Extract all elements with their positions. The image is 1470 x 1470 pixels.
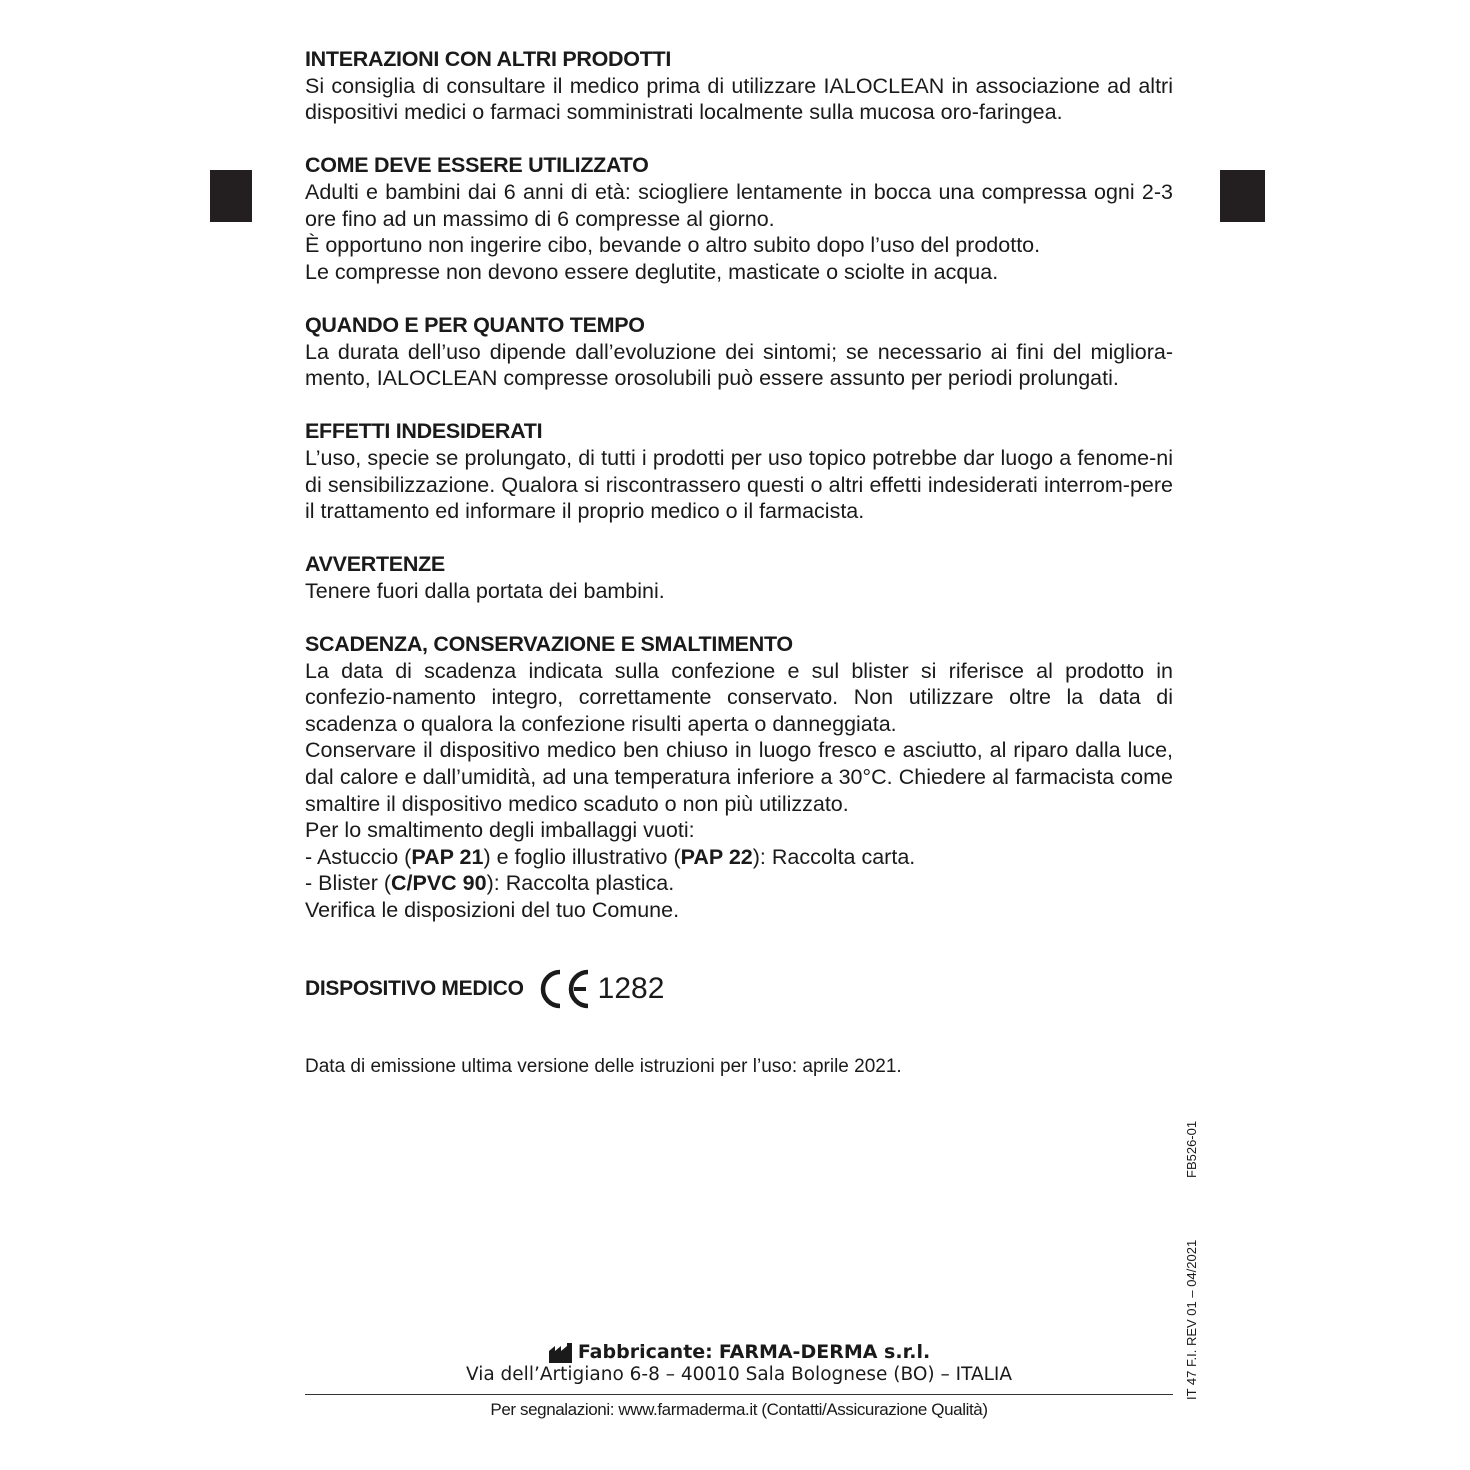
registration-mark-right — [1220, 170, 1265, 222]
section-interactions — [305, 46, 1173, 126]
manufacturer-label: Fabbricante: — [577, 1341, 713, 1363]
section-paragraph: Adulti e bambini dai 6 anni di età: sciogliere lentamente in bocca una compressa ogni 2-3 ore fino ad un massimo di 6 compresse al giorno. — [305, 179, 1173, 231]
disposal-code: PAP 22 — [680, 844, 753, 869]
section-title: SCADENZA, CONSERVAZIONE E SMALTIMENTO — [305, 632, 793, 657]
disposal-code: C/PVC 90 — [391, 871, 487, 896]
report-contact: Per segnalazioni: www.farmaderma.it (Contatti/Assicurazione Qualità) — [490, 1400, 988, 1419]
manufacturer-address: Via dell’Artigiano 6-8 – 40010 Sala Bolognese (BO) – ITALIA — [465, 1364, 1013, 1385]
section-paragraph: La durata dell’uso dipende dall’evoluzione dei sintomi; se necessario ai fini del migliora-mento, IALOCLEAN compresse orosolubili può essere assunto per periodi prolungati. — [305, 339, 1173, 391]
issue-date: Data di emissione ultima versione delle istruzioni per l’uso: aprile 2021. — [305, 1056, 902, 1077]
section-paragraph: È opportuno non ingerire cibo, bevande o altro subito dopo l’uso del prodotto. — [305, 233, 1041, 258]
section-paragraph: Per lo smaltimento degli imballaggi vuoti: — [305, 818, 695, 843]
ce-mark-icon — [538, 969, 592, 1009]
section-paragraph: Conservare il dispositivo medico ben chiuso in luogo fresco e asciutto, al riparo dalla luce, dal calore e dall’umidità, ad una temperatura inferiore a 30°C. Chiedere al farmacista come smaltire il dispositivo medico scaduto o non più utilizzato. — [305, 738, 1173, 816]
manufacturer-block — [305, 1340, 1173, 1386]
section-expiry-storage — [305, 631, 1173, 924]
disposal-note: Verifica le disposizioni del tuo Comune. — [305, 898, 680, 922]
medical-device-mark — [305, 966, 664, 1012]
section-duration — [305, 312, 1173, 392]
disposal-line-paper: - Astuccio (PAP 21) e foglio illustrativo (PAP 22): Raccolta carta. — [305, 844, 916, 869]
section-usage — [305, 152, 1173, 285]
section-paragraph: Tenere fuori dalla portata dei bambini. — [305, 578, 665, 603]
disposal-line-plastic: - Blister (C/PVC 90): Raccolta plastica. — [305, 871, 675, 896]
section-title: EFFETTI INDESIDERATI — [305, 419, 543, 444]
factory-icon — [548, 1342, 574, 1364]
registration-mark-left — [210, 170, 252, 222]
device-label: DISPOSITIVO MEDICO — [305, 977, 524, 1000]
document-code: FB526-01 — [1184, 1120, 1199, 1178]
section-title: QUANDO E PER QUANTO TEMPO — [305, 312, 645, 337]
section-warnings — [305, 551, 1173, 604]
section-paragraph: La data di scadenza indicata sulla confezione e sul blister si riferisce al prodotto in confezio-namento integro, correttamente conservato. Non utilizzare oltre la data di scadenza o qualora la confezione risulti aperta o danneggiata. — [305, 658, 1173, 736]
revision-code: IT 47 F.I. REV 01 – 04/2021 — [1184, 1239, 1199, 1400]
section-paragraph: L’uso, specie se prolungato, di tutti i prodotti per uso topico potrebbe dar luogo a fenome-ni di sensibilizzazione. Qualora si riscontrassero questi o altri effetti indesiderati interrom-pere il trattamento ed informare il proprio medico o il farmacista. — [305, 445, 1173, 524]
section-side-effects — [305, 418, 1173, 524]
leaflet-body — [305, 46, 1173, 950]
section-paragraph: Si consiglia di consultare il medico prima di utilizzare IALOCLEAN in associazione ad altri dispositivi medici o farmaci somministrati localmente sulla mucosa oro-faringea. — [305, 73, 1173, 125]
footer-divider — [305, 1394, 1173, 1395]
manufacturer-name: FARMA-DERMA s.r.l. — [718, 1341, 931, 1363]
section-title: INTERAZIONI CON ALTRI PRODOTTI — [305, 47, 672, 71]
section-paragraph: Le compresse non devono essere deglutite, masticate o sciolte in acqua. — [305, 259, 999, 284]
section-title: COME DEVE ESSERE UTILIZZATO — [305, 153, 649, 178]
section-title: AVVERTENZE — [305, 552, 445, 577]
notified-body-number: 1282 — [597, 972, 665, 1005]
disposal-code: PAP 21 — [411, 844, 484, 869]
